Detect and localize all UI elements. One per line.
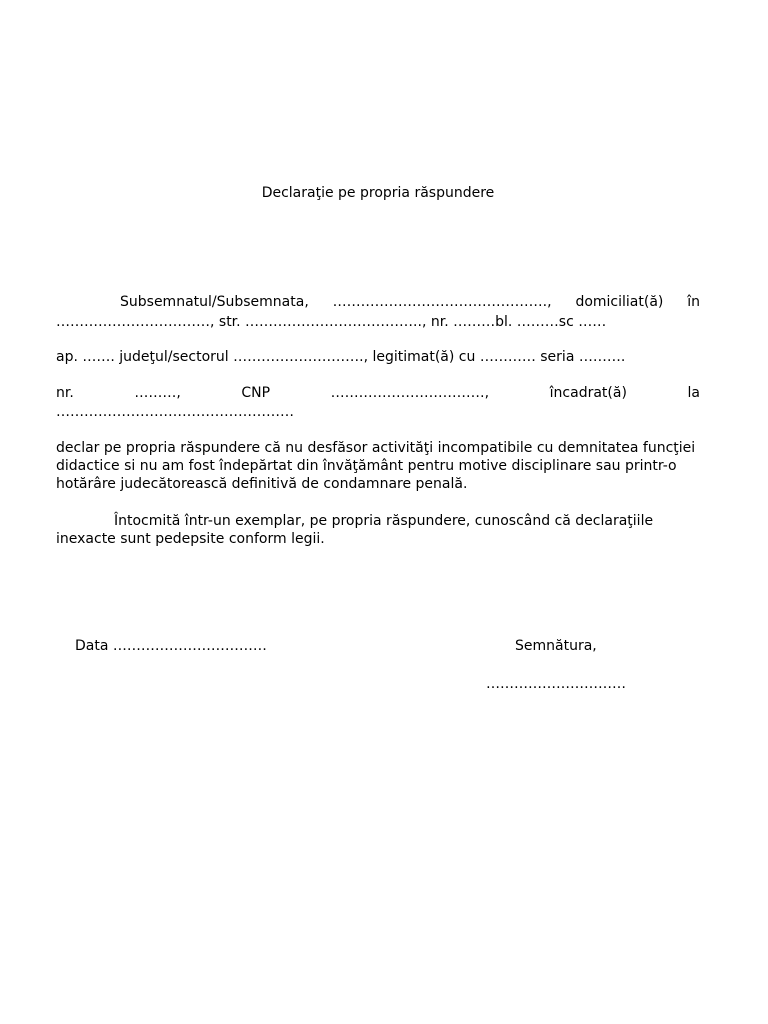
paragraph-declaration: declar pe propria răspundere că nu desfăsor activităţi incompatibile cu demnitatea funcţiei didactice si nu am fost îndepărtat din învăţământ pentru motive disciplinare sau printr-o hotărâre judecătorească definitivă de condamnare penală. xyxy=(56,440,696,492)
document-title: Declaraţie pe propria răspundere xyxy=(261,185,495,201)
nr-blank: ………, xyxy=(134,385,181,401)
line-subsemnatul xyxy=(56,294,700,310)
nr-label: nr. xyxy=(56,385,74,401)
line-address: ……………………………, str. ……………………………….., nr. ………bl. ………sc …… xyxy=(56,314,607,330)
domiciliat-label: domiciliat(ă) xyxy=(575,294,664,310)
signature-label: Semnătura, xyxy=(515,638,597,654)
incadrat-label: încadrat(ă) xyxy=(549,385,627,401)
cnp-blank: ……………………………, xyxy=(330,385,490,401)
la-label: la xyxy=(687,385,700,401)
name-blank: ………………………………………., xyxy=(332,294,552,310)
in-label: în xyxy=(687,294,700,310)
line-incadrare-blank: …………………………………………… xyxy=(56,404,294,420)
paragraph-exemplar: Întocmită într-un exemplar, pe propria răspundere, cunoscând că declaraţiile inexacte sunt pedepsite conform legii. xyxy=(56,513,654,547)
date-field: Data …………………………… xyxy=(75,638,267,654)
signature-line: ………………………… xyxy=(486,676,626,692)
line-cnp xyxy=(56,385,700,401)
line-judet: ap. ……. judeţul/sectorul ………………………., legitimat(ă) cu ………… seria ………. xyxy=(56,349,626,365)
subsemnatul-label: Subsemnatul/Subsemnata, xyxy=(120,294,309,310)
cnp-label: CNP xyxy=(241,385,271,401)
